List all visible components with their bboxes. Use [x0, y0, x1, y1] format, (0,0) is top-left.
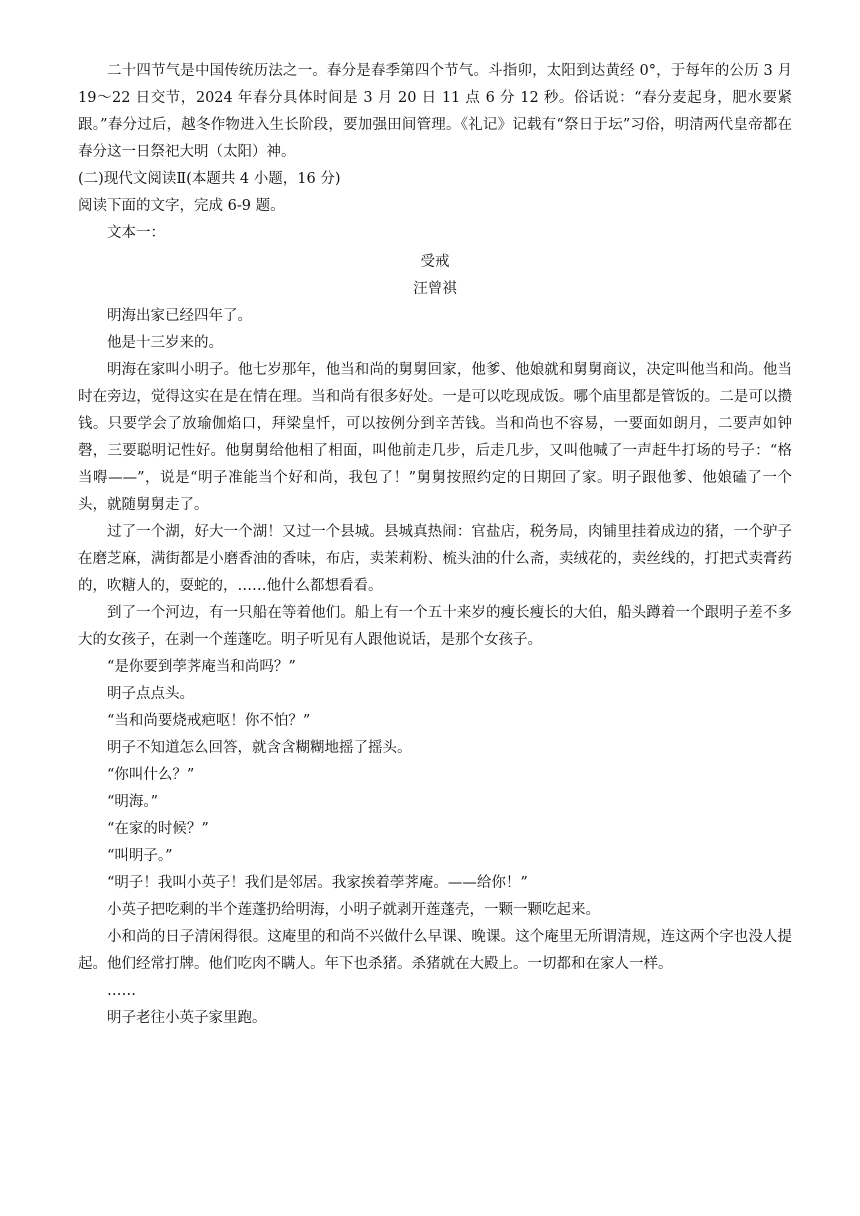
- story-paragraph: 小和尚的日子清闲得很。这庵里的和尚不兴做什么早课、晚课。这个庵里无所谓清规，连这两个字也没人提起。他们经常打牌。他们吃肉不瞒人。年下也杀猪。杀猪就在大殿上。一切都和在家人一样。: [78, 929, 792, 972]
- text-label: 文本一：: [107, 225, 165, 241]
- section-heading: (二)现代文阅读Ⅱ(本题共 4 小题，16 分): [78, 171, 341, 187]
- ellipsis-line: ……: [107, 983, 136, 999]
- story-paragraph: 过了一个湖，好大一个湖！又过一个县城。县城真热闹：官盐店，税务局，肉铺里挂着成边的猪，一个驴子在磨芝麻，满街都是小磨香油的香味，布店，卖茉莉粉、梳头油的什么斋，卖绒花的，卖丝线的，打把式卖膏药的，吹糖人的，耍蛇的，……他什么都想看看。: [78, 524, 792, 594]
- intro-paragraph: 二十四节气是中国传统历法之一。春分是春季第四个节气。斗指卯，太阳到达黄经 0°，于每年的公历 3 月 19～22 日交节，2024 年春分具体时间是 3 月 20 日 11 点 6 分 12 秒。俗话说：“春分麦起身，肥水要紧跟。”春分过后，越冬作物进入生长阶段，要加强田间管理。《礼记》记载有“祭日于坛”习俗，明清两代皇帝都在春分这一日祭祀大明（太阳）神。: [78, 63, 792, 160]
- story-title: 受戒: [420, 254, 450, 270]
- story-paragraph: 到了一个河边，有一只船在等着他们。船上有一个五十来岁的瘦长瘦长的大伯，船头蹲着一个跟明子差不多大的女孩子，在剥一个莲蓬吃。明子听见有人跟他说话，是那个女孩子。: [78, 605, 792, 648]
- dialogue-line: “当和尚要烧戒疤呕！你不怕？”: [107, 713, 311, 729]
- instruction-text: 阅读下面的文字，完成 6-9 题。: [78, 198, 285, 214]
- dialogue-line: “叫明子。”: [107, 848, 173, 864]
- dialogue-line: “明子！我叫小英子！我们是邻居。我家挨着荸荠庵。——给你！”: [107, 875, 528, 891]
- story-author: 汪曾祺: [413, 281, 457, 297]
- document-page: [78, 58, 792, 1032]
- dialogue-line: “明海。”: [107, 794, 159, 810]
- story-paragraph: 小英子把吃剩的半个莲蓬扔给明海，小明子就剥开莲蓬壳，一颗一颗吃起来。: [107, 902, 600, 918]
- story-paragraph: 明海在家叫小明子。他七岁那年，他当和尚的舅舅回家，他爹、他娘就和舅舅商议，决定叫他当和尚。他当时在旁边，觉得这实在是在情在理。当和尚有很多好处。一是可以吃现成饭。哪个庙里都是管饭的。二是可以攒钱。只要学会了放瑜伽焰口，拜梁皇忏，可以按例分到辛苦钱。当和尚也不容易，一要面如朗月，二要声如钟磬，三要聪明记性好。他舅舅给他相了相面，叫他前走几步，后走几步，又叫他喊了一声赶牛打场的号子：“格当嘚——”，说是“明子准能当个好和尚，我包了！”舅舅按照约定的日期回了家。明子跟他爹、他娘磕了一个头，就随舅舅走了。: [78, 362, 792, 513]
- story-paragraph: 明海出家已经四年了。: [107, 308, 252, 324]
- story-paragraph: 明子点点头。: [107, 686, 194, 702]
- story-paragraph: 他是十三岁来的。: [107, 335, 223, 351]
- story-paragraph: 明子不知道怎么回答，就含含糊糊地摇了摇头。: [107, 740, 412, 756]
- dialogue-line: “在家的时候？”: [107, 821, 209, 837]
- dialogue-line: “你叫什么？”: [107, 767, 195, 783]
- story-paragraph: 明子老往小英子家里跑。: [107, 1010, 267, 1026]
- dialogue-line: “是你要到荸荠庵当和尚吗？”: [107, 659, 296, 675]
